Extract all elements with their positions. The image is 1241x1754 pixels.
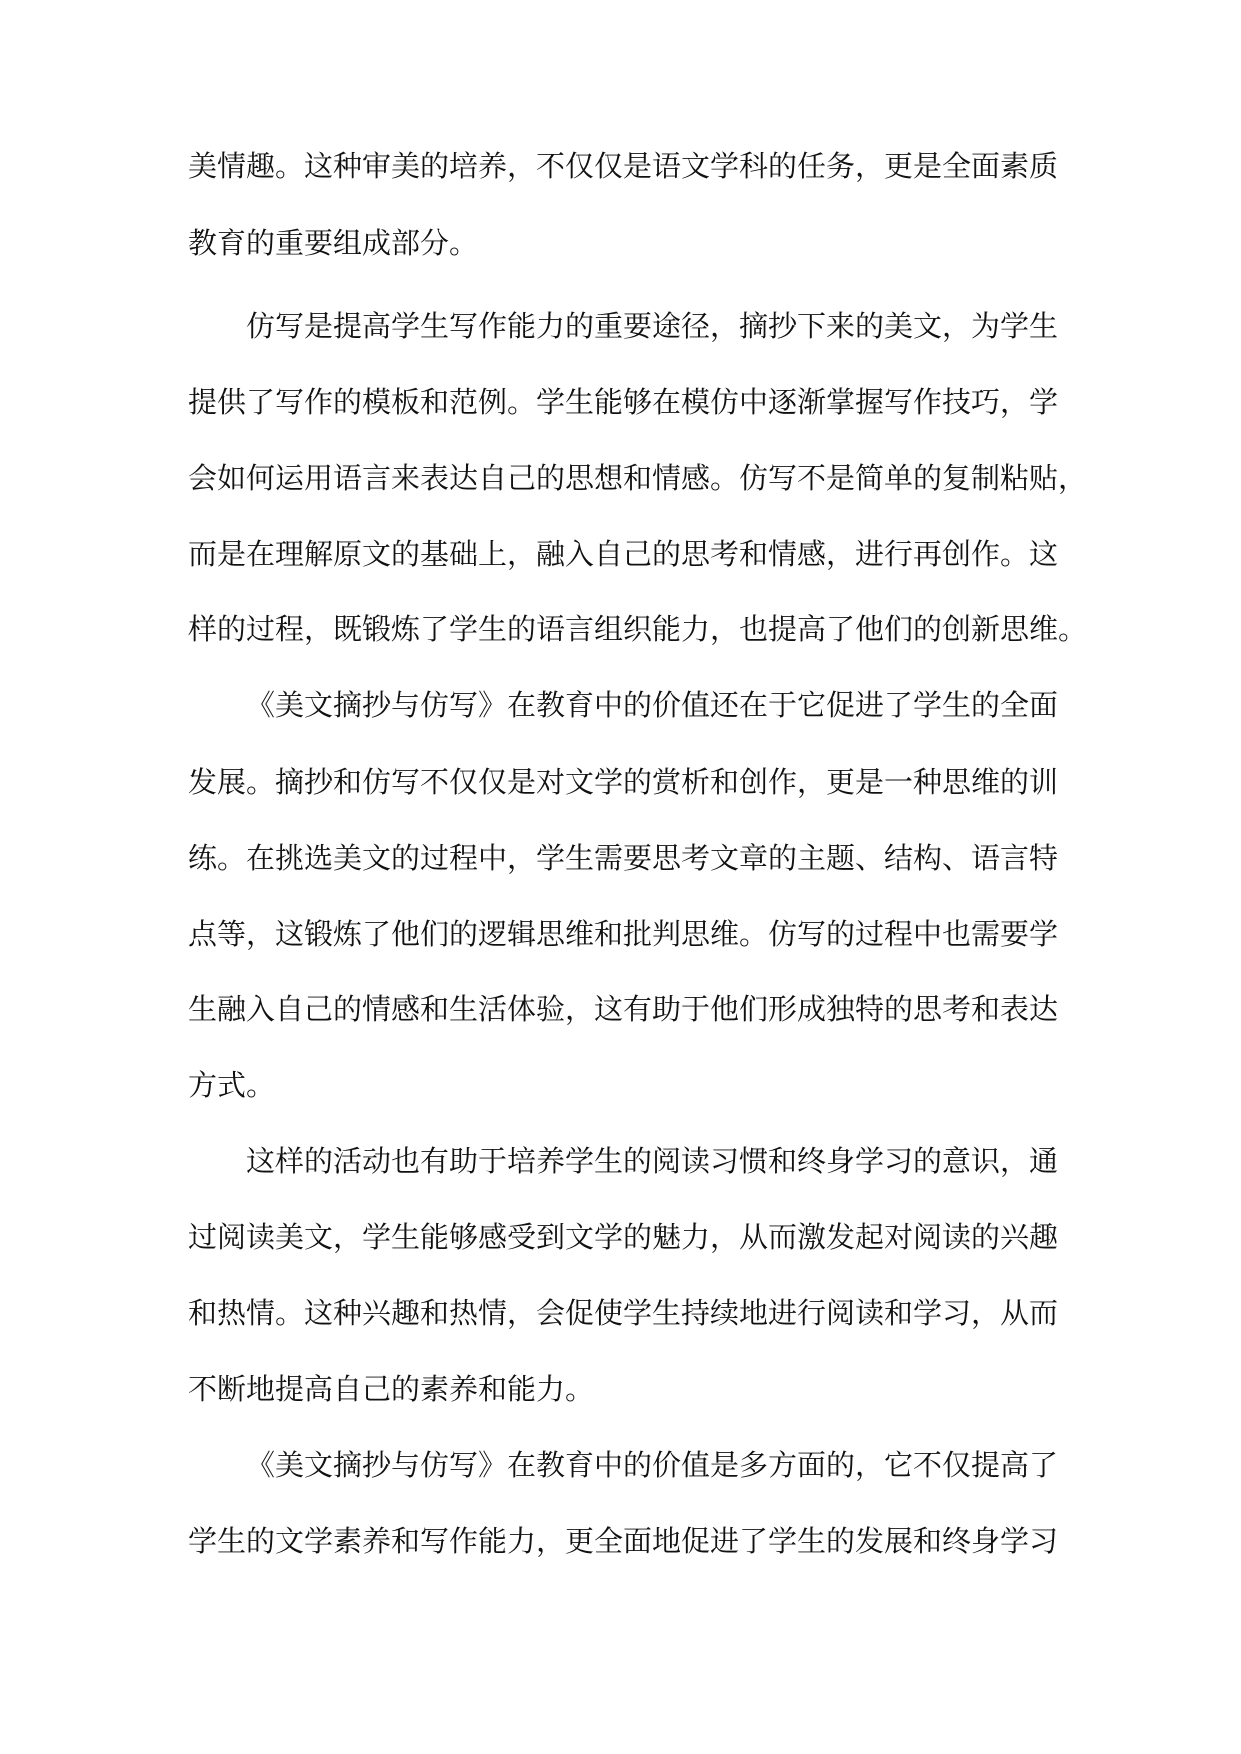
text-line: 美情趣。这种审美的培养，不仅仅是语文学科的任务，更是全面素质 (188, 149, 1059, 183)
text-line: 《美文摘抄与仿写》在教育中的价值是多方面的，它不仅提高了 (246, 1448, 1059, 1482)
text-line: 而是在理解原文的基础上，融入自己的思考和情感，进行再创作。这 (188, 537, 1059, 571)
text-line: 练。在挑选美文的过程中，学生需要思考文章的主题、结构、语言特 (188, 841, 1059, 875)
text-line: 发展。摘抄和仿写不仅仅是对文学的赏析和创作，更是一种思维的训 (188, 765, 1059, 799)
text-line: 学生的文学素养和写作能力，更全面地促进了学生的发展和终身学习 (188, 1524, 1059, 1558)
text-line: 方式。 (188, 1068, 276, 1102)
text-line: 这样的活动也有助于培养学生的阅读习惯和终身学习的意识，通 (246, 1144, 1059, 1178)
text-line: 点等，这锻炼了他们的逻辑思维和批判思维。仿写的过程中也需要学 (188, 917, 1059, 951)
text-line: 和热情。这种兴趣和热情，会促使学生持续地进行阅读和学习，从而 (188, 1296, 1059, 1330)
text-line: 提供了写作的模板和范例。学生能够在模仿中逐渐掌握写作技巧，学 (188, 385, 1059, 419)
text-line: 生融入自己的情感和生活体验，这有助于他们形成独特的思考和表达 (188, 992, 1059, 1026)
text-line: 不断地提高自己的素养和能力。 (188, 1372, 595, 1406)
text-line: 教育的重要组成部分。 (188, 226, 479, 260)
text-line: 过阅读美文，学生能够感受到文学的魅力，从而激发起对阅读的兴趣 (188, 1220, 1059, 1254)
text-line: 会如何运用语言来表达自己的思想和情感。仿写不是简单的复制粘贴， (188, 461, 1088, 495)
text-line: 《美文摘抄与仿写》在教育中的价值还在于它促进了学生的全面 (246, 688, 1059, 722)
text-line: 仿写是提高学生写作能力的重要途径，摘抄下来的美文，为学生 (246, 309, 1059, 343)
text-line: 样的过程，既锻炼了学生的语言组织能力，也提高了他们的创新思维。 (188, 612, 1088, 646)
